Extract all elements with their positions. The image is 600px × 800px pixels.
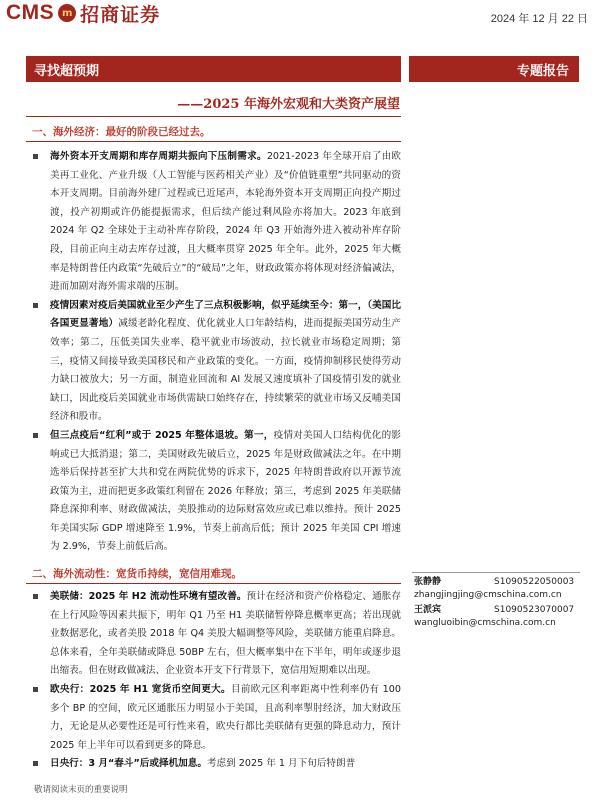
analyst-divider — [412, 572, 580, 573]
paragraph — [32, 588, 401, 681]
analyst-1-email-row — [414, 589, 562, 602]
report-date: 2024 年 12 月 22 日 — [490, 13, 588, 25]
company-logo — [6, 0, 160, 26]
paragraph-text: 减缓老龄化程度、优化就业人口年龄结构，进而提振美国劳动生产效率；第二，压低美国失业率、稳平就业市场波动，拉长就业市场稳定周期；第三，疫情又间接导致美国移民和产业政策的变化。一方面，疫情抑制移民使得劳动力缺口被放大；另一方面，制造业回流和 AI 发展又速度填补了国疫情引发的就业缺口，因此疫后美国就业市场供需缺口始终存在，持续繁荣的就业市场又反哺美国经济和股市。 — [50, 318, 401, 423]
paragraph — [32, 297, 401, 427]
paragraph-text: 预计在经济和资产价格稳定、通胀存在上行风险等因素共振下，明年 Q1 乃至 H1 美联储暂停降息概率更高；若出现就业数据恶化，或者美股 2018 年 Q4 美股大幅调整等风险，美联储方能重启降息。总体来看，全年美联储或降息 50BP 左右，但大概率集中在下半年，明年或逐步退出缩表。但在财政做减法、企业资本开支下行背景下，宽信用短期难以出现。 — [50, 591, 401, 677]
paragraph-text: 疫情对美国人口结构优化的影响或已大抵消退；第二，美国财政先破后立，2025 年是财政做减法之年。在中期选举后保持甚至扩大共和党在两院优势的诉求下，2025 年特朗普政府以开源节流政策为主，进而把更多政策红利留在 2026 年释放；第三，考虑到 2025 年美联储降息深抑利率、财政做减法，美股推动的边际财富效应或已难以维持。预计 2025 年美国实际 GDP 增速降至 1.9%，节奏上前高后低；预计 2025 年美国 CPI 增速为 2.9%，节奏上前低后高。 — [50, 429, 401, 553]
paragraph-lead: 但三点疫后“红利”或于 2025 年整体退坡。第一， — [50, 429, 274, 441]
paragraph-lead: 欧央行：2025 年 H1 宽货币空间更大。 — [50, 683, 231, 695]
logo-cms-text: CMS — [6, 1, 55, 24]
paragraph — [32, 681, 401, 755]
paragraph-lead: 日央行：3 月“春斗”后或择机加息。 — [50, 758, 207, 770]
logo-chinese-text: 招商证券 — [80, 3, 161, 26]
subtitle-divider — [26, 116, 401, 117]
analyst-2 — [414, 604, 575, 617]
section-2-body — [32, 588, 401, 774]
paragraph-lead: 疫情因素对疫后美国就业至少产生了三点积极影响，似乎延续至今：第一，（美国比各国更显著地） — [50, 299, 401, 330]
report-subtitle: ——2025 年海外宏观和大类资产展望 — [177, 97, 400, 112]
bullet-square-icon — [33, 687, 38, 692]
section-heading-2: 二、海外流动性：宽货币持续，宽信用难现。 — [32, 568, 242, 580]
paragraph — [32, 427, 401, 557]
bullet-square-icon — [33, 761, 38, 766]
analyst-email[interactable]: wangluoibin@cmschina.com.cn — [414, 618, 556, 628]
bullet-square-icon — [33, 594, 38, 599]
bullet-square-icon — [33, 154, 38, 159]
analyst-1 — [414, 576, 575, 589]
section-heading-1: 一、海外经济：最好的阶段已经过去。 — [32, 126, 211, 138]
analyst-sac-number: S1090522050003 — [494, 577, 575, 587]
report-type: 专题报告 — [516, 64, 569, 79]
bullet-square-icon — [33, 303, 38, 308]
page-footer-disclaimer: 敬请阅读末页的重要说明 — [34, 785, 128, 795]
section-divider-2 — [26, 583, 401, 584]
paragraph-text: 考虑到 2025 年 1 月下旬后特朗普 — [206, 758, 356, 770]
paragraph-lead: 海外资本开支周期和库存周期共振向下压制需求。 — [50, 151, 267, 162]
report-title: 寻找超预期 — [34, 64, 100, 79]
paragraph — [32, 755, 401, 774]
paragraph — [32, 148, 401, 297]
title-banner — [26, 56, 401, 82]
bullet-square-icon — [33, 433, 38, 438]
analyst-name: 王派宾 — [414, 605, 442, 615]
paragraph-text: 目前欧元区利率距离中性利率仍有 100 多个 BP 的空间，欧元区通胀压力明显小于美国，且高利率掣肘经济，加大财政压力，无论是从必要性还是可行性来看，欧央行都比美联储有更强的降息动力，预计 2025 年上半年可以看到更多的降息。 — [50, 683, 401, 751]
analyst-sac-number: S1090523070007 — [494, 605, 575, 615]
logo-badge-icon: m — [58, 4, 76, 22]
report-type-banner — [409, 56, 579, 82]
paragraph-lead: 美联储：2025 年 H2 流动性环境有望改善。 — [50, 591, 247, 602]
page-header — [0, 0, 600, 46]
section-divider-1 — [26, 141, 401, 142]
analyst-2-email-row — [414, 617, 556, 630]
analyst-name: 张静静 — [414, 577, 442, 587]
paragraph-text: 2021-2023 年全球开启了由欧美再工业化、产业升级（人工智能与医药相关产业）及“价值链重塑”共同驱动的资本开支周期。目前海外建厂过程或已近尾声，本轮海外资本开支周期正向投产期过渡，投产初期或许仍能提振需求，但后续产能过剩风险亦将加大。2023 年底到 2024 年 Q2 全球处于主动补库存阶段，2024 年 Q3 开始海外进入被动补库存阶段，目前正向主动去库存过渡，且大概率贯穿 2025 年全年。此外，2025 年大概率是特朗普任内政策“先破后立”的“破局”之年，财政政策亦将体现对经济偏减法，进而加剧对海外需求端的压制。 — [50, 151, 402, 293]
section-1-body — [32, 148, 401, 557]
analyst-email[interactable]: zhangjingjing@cmschina.com.cn — [414, 590, 562, 600]
